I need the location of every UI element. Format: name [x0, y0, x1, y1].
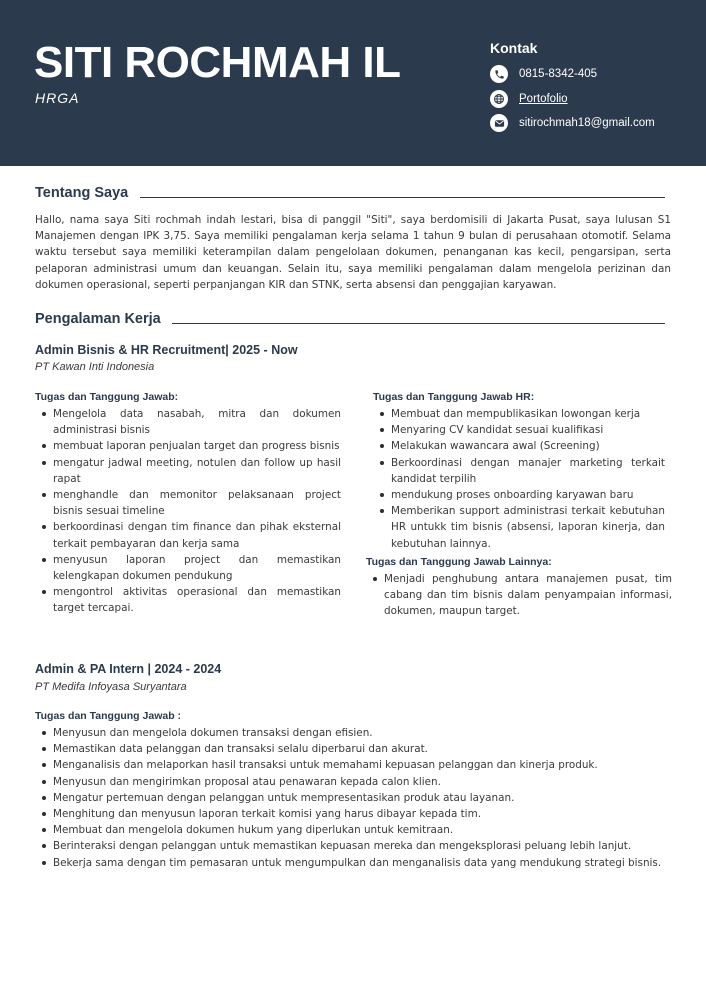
list-item: membuat laporan penjualan target dan progress bisnis	[35, 438, 341, 454]
mail-icon	[490, 114, 508, 132]
list-item: mengatur jadwal meeting, notulen dan follow up hasil rapat	[35, 455, 341, 487]
experience-divider	[172, 323, 665, 324]
header-banner	[0, 0, 706, 166]
company-name: PT Medifa Infoyasa Suryantara	[35, 681, 187, 693]
about-title: Tentang Saya	[35, 185, 129, 201]
contact-title: Kontak	[490, 40, 538, 56]
company-name: PT Kawan Inti Indonesia	[35, 361, 155, 373]
list-item: Mengelola data nasabah, mitra dan dokumen administrasi bisnis	[35, 406, 341, 438]
list-item: Berinteraksi dengan pelanggan untuk memastikan kepuasan mereka dan mengeksplorasi peluang lebih lanjut.	[35, 838, 665, 854]
list-item: Mengatur pertemuan dengan pelanggan untuk mempresentasikan produk atau layanan.	[35, 790, 665, 806]
list-item: Melakukan wawancara awal (Screening)	[373, 438, 665, 454]
globe-icon	[490, 90, 508, 108]
email-address: sitirochmah18@gmail.com	[519, 117, 655, 129]
other-duties-list	[366, 571, 672, 620]
list-item: menyusun laporan project dan memastikan kelengkapan dokumen pendukung	[35, 552, 341, 584]
list-item: berkoordinasi dengan tim finance dan pihak eksternal terkait pembayaran dan kerja sama	[35, 519, 341, 551]
contact-portfolio[interactable]	[490, 90, 568, 108]
list-item: Membuat dan mempublikasikan lowongan kerja	[373, 406, 665, 422]
list-item: Menghitung dan menyusun laporan terkait komisi yang harus dibayar kepada tim.	[35, 806, 665, 822]
about-divider	[140, 197, 665, 198]
job-title: Admin & PA Intern | 2024 - 2024	[35, 662, 222, 676]
list-item: Memastikan data pelanggan dan transaksi selalu diperbarui dan akurat.	[35, 741, 665, 757]
about-text: Hallo, nama saya Siti rochmah indah lestari, bisa di panggil "Siti", saya berdomisili di Jakarta Pusat, saya lulusan S1 Manajemen dengan IPK 3,75. Saya memiliki pengalaman kerja selama 1 tahun 9 bulan di perusahaan otomotif. Selama waktu tersebut saya memiliki keterampilan dalam pengelolaan dokumen, penanganan kas kecil, pengarsipan, serta pelaporan administrasi umum dan keuangan. Selain itu, saya memiliki pengalaman dalam mengelola perizinan dan dokumen operasional, seperti perpanjangan KIR dan STNK, serta absensi dan penggajian karyawan.	[35, 214, 671, 291]
phone-icon	[490, 65, 508, 83]
experience-title: Pengalaman Kerja	[35, 311, 161, 327]
duties-list	[35, 725, 665, 871]
list-item: mendukung proses onboarding karyawan baru	[373, 487, 665, 503]
list-item: Menyusun dan mengelola dokumen transaksi dengan efisien.	[35, 725, 665, 741]
hr-duties-list	[373, 406, 665, 552]
list-item: Membuat dan mengelola dokumen hukum yang diperlukan untuk kemitraan.	[35, 822, 665, 838]
duties-list	[35, 406, 341, 617]
list-item: Bekerja sama dengan tim pemasaran untuk mengumpulkan dan menganalisis data yang mendukung strategi bisnis.	[35, 855, 665, 871]
portfolio-link[interactable]: Portofolio	[519, 93, 568, 105]
list-item: menghandle dan memonitor pelaksanaan project bisnis sesuai timeline	[35, 487, 341, 519]
list-item: Menyaring CV kandidat sesuai kualifikasi	[373, 422, 665, 438]
candidate-role: HRGA	[35, 90, 80, 106]
contact-email	[490, 114, 655, 132]
job-title: Admin Bisnis & HR Recruitment| 2025 - Now	[35, 343, 298, 357]
list-item: Berkoordinasi dengan manajer marketing terkait kandidat terpilih	[373, 455, 665, 487]
duties-heading: Tugas dan Tanggung Jawab:	[35, 391, 179, 403]
hr-duties-heading: Tugas dan Tanggung Jawab HR:	[373, 391, 535, 403]
list-item: Menjadi penghubung antara manajemen pusat, tim cabang dan tim bisnis dalam penyampaian informasi, dokumen, maupun target.	[366, 571, 672, 620]
phone-number: 0815-8342-405	[519, 68, 598, 80]
list-item: Menyusun dan mengirimkan proposal atau penawaran kepada calon klien.	[35, 774, 665, 790]
list-item: mengontrol aktivitas operasional dan memastikan target tercapai.	[35, 584, 341, 616]
contact-phone	[490, 65, 597, 83]
duties-heading: Tugas dan Tanggung Jawab :	[35, 710, 182, 722]
other-duties-heading: Tugas dan Tanggung Jawab Lainnya:	[366, 556, 552, 568]
candidate-name: SITI ROCHMAH IL	[34, 38, 401, 87]
list-item: Menganalisis dan melaporkan hasil transaksi untuk memahami kepuasan pelanggan dan kinerja produk.	[35, 757, 665, 773]
list-item: Memberikan support administrasi terkait kebutuhan HR untukk tim bisnis (absensi, laporan kinerja, dan kebutuhan lainnya.	[373, 503, 665, 552]
